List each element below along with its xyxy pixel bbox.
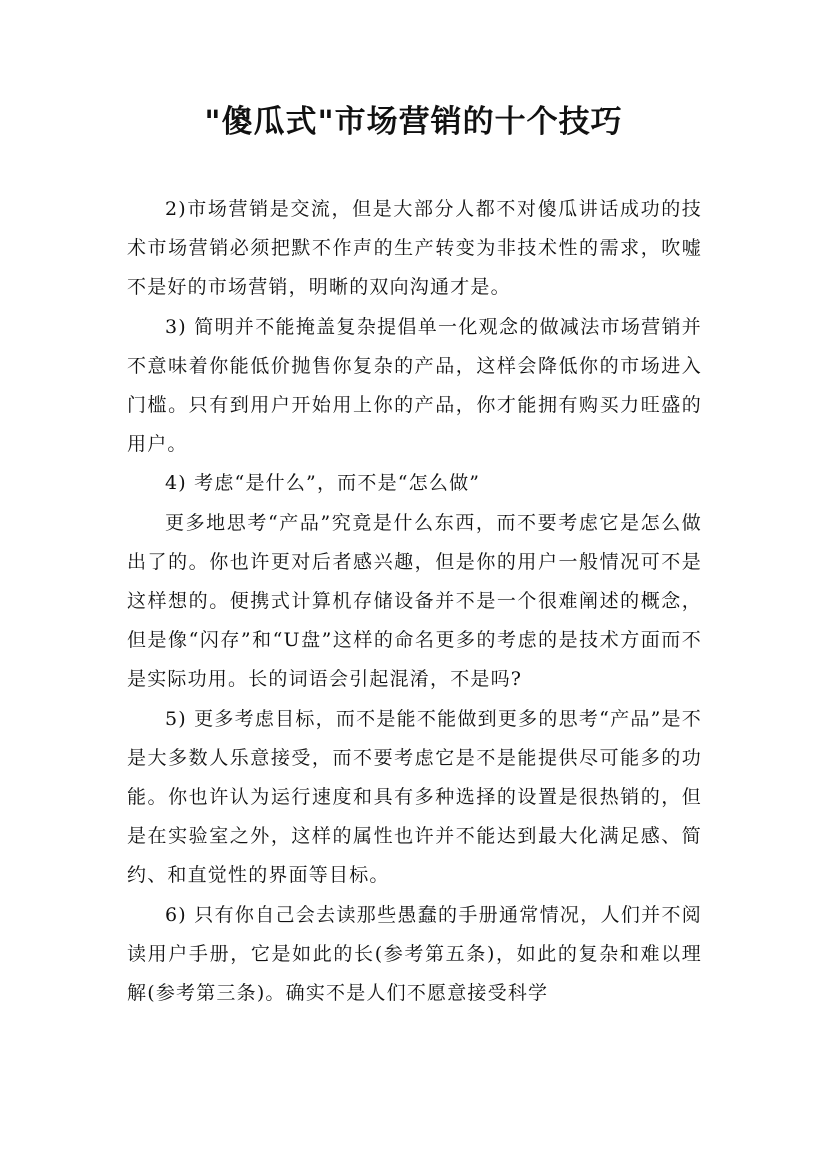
paragraph: 6) 只有你自己会去读那些愚蠢的手册通常情况，人们并不阅读用户手册，它是如此的长(参考第五条)，如此的复杂和难以理解(参考第三条)。确实不是人们不愿意接受科学 — [127, 903, 702, 1005]
paragraph: 4) 考虑“是什么”，而不是“怎么做” — [165, 472, 481, 495]
document-title: "傻瓜式"市场营销的十个技巧 — [204, 104, 623, 140]
paragraph: 更多地思考“产品”究竟是什么东西，而不要考虑它是怎么做出了的。你也许更对后者感兴趣，但是你的用户一般情况可不是这样想的。便携式计算机存储设备并不是一个很难阐述的概念，但是像“闪存”和“U盘”这样的命名更多的考虑的是技术方面而不是实际功用。长的词语会引起混淆，不是吗? — [127, 511, 702, 691]
paragraph: 2)市场营销是交流，但是大部分人都不对傻瓜讲话成功的技术市场营销必须把默不作声的生产转变为非技术性的需求，吹嘘不是好的市场营销，明晰的双向沟通才是。 — [127, 198, 702, 299]
paragraph: 5) 更多考虑目标，而不是能不能做到更多的思考“产品”是不是大多数人乐意接受，而不要考虑它是不是能提供尽可能多的功能。你也许认为运行速度和具有多种选择的设置是很热销的，但是在实验室之外，这样的属性也许并不能达到最大化满足感、简约、和直觉性的界面等目标。 — [127, 707, 702, 887]
paragraph: 3) 简明并不能掩盖复杂提倡单一化观念的做减法市场营销并不意味着你能低价抛售你复杂的产品，这样会降低你的市场进入门槛。只有到用户开始用上你的产品，你才能拥有购买力旺盛的用户。 — [127, 315, 702, 456]
document-body — [127, 190, 702, 1013]
